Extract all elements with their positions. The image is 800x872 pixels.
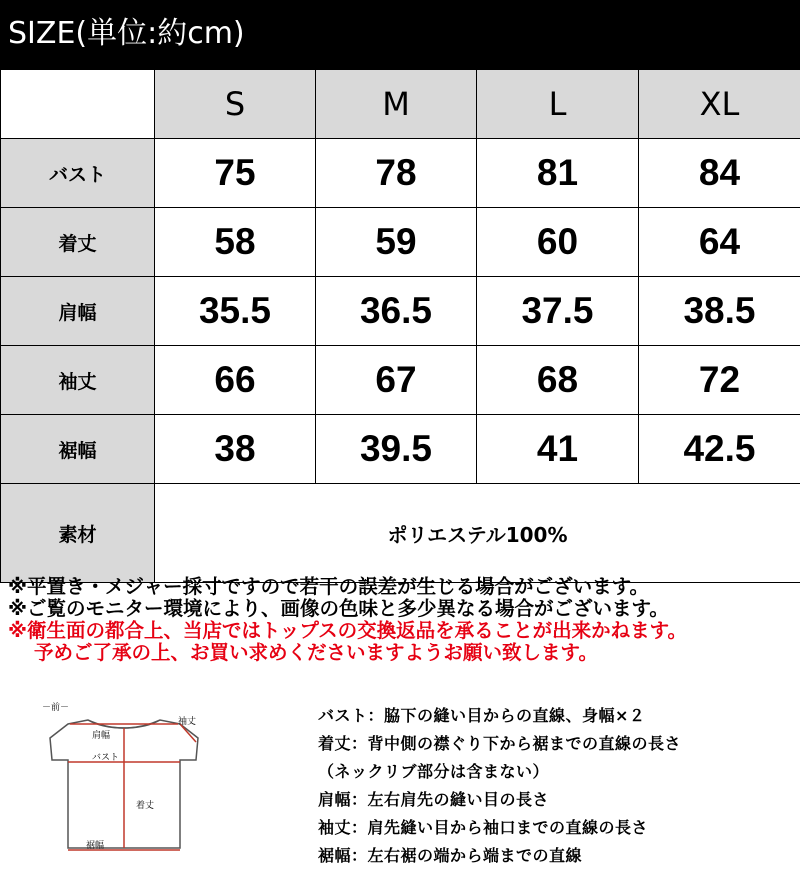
table-cell: 39.5 [316,415,477,484]
table-cell: 41 [477,415,639,484]
row-label-length: 着丈 [1,208,155,277]
table-cell: 58 [155,208,316,277]
table-cell: 78 [316,139,477,208]
notes [8,576,798,664]
table-cell: 66 [155,346,316,415]
tshirt-diagram [28,698,218,863]
row-label-hem: 裾幅 [1,415,155,484]
legend-length: 着丈：背中側の襟ぐり下から裾までの直線の長さ [318,734,682,753]
table-cell: 38 [155,415,316,484]
row-label-shoulder: 肩幅 [1,277,155,346]
legend-length-note: （ネックリブ部分は含まない） [318,762,550,781]
diagram-label-length: 着丈 [136,801,155,811]
table-cell: 36.5 [316,277,477,346]
title-bar [0,0,800,69]
diagram-label-bust: バスト [92,753,120,763]
table-cell: 72 [639,346,800,415]
diagram-caption: －前－ [42,703,70,713]
measurement-legend [318,702,798,870]
size-header-l: L [477,70,639,139]
diagram-label-sleeve: 袖丈 [178,717,197,727]
legend-hem: 裾幅：左右裾の端から端までの直線 [318,846,583,865]
size-header-xl: XL [639,70,800,139]
table-cell: 42.5 [639,415,800,484]
diagram-label-shoulder: 肩幅 [92,731,111,741]
table-cell: 35.5 [155,277,316,346]
size-header-s: S [155,70,316,139]
row-label-bust: バスト [1,139,155,208]
row-label-material: 素材 [1,484,155,583]
page-title: SIZE(単位:約cm) [8,16,245,51]
table-cell: 59 [316,208,477,277]
header-blank-cell [1,70,155,139]
table-cell: 37.5 [477,277,639,346]
table-cell: 67 [316,346,477,415]
diagram-label-hem: 裾幅 [86,841,105,851]
table-cell: 84 [639,139,800,208]
row-label-sleeve: 袖丈 [1,346,155,415]
note-no-returns: ※衛生面の都合上、当店ではトップスの交換返品を承ることが出来かねます。 [8,619,688,642]
table-cell: 68 [477,346,639,415]
material-value: ポリエステル100% [155,484,800,583]
table-row [1,415,800,484]
size-header-m: M [316,70,477,139]
table-row [1,346,800,415]
table-cell: 64 [639,208,800,277]
table-cell: 81 [477,139,639,208]
size-header-row [1,70,800,139]
material-row [1,484,800,583]
legend-bust: バスト：脇下の縫い目からの直線、身幅×２ [318,706,646,725]
table-row [1,139,800,208]
table-row [1,277,800,346]
note-acknowledge: 予めご了承の上、お買い求めくださいますようお願い致します。 [34,641,598,664]
table-cell: 38.5 [639,277,800,346]
table-row [1,208,800,277]
legend-shoulder: 肩幅：左右肩先の縫い目の長さ [318,790,550,809]
note-monitor: ※ご覧のモニター環境により、画像の色味と多少異なる場合がございます。 [8,597,669,620]
table-cell: 75 [155,139,316,208]
table-cell: 60 [477,208,639,277]
legend-sleeve: 袖丈：肩先縫い目から袖口までの直線の長さ [318,818,649,837]
note-measurement: ※平置き・メジャー採寸ですので若干の誤差が生じる場合がございます。 [8,575,650,598]
size-table [0,69,800,583]
